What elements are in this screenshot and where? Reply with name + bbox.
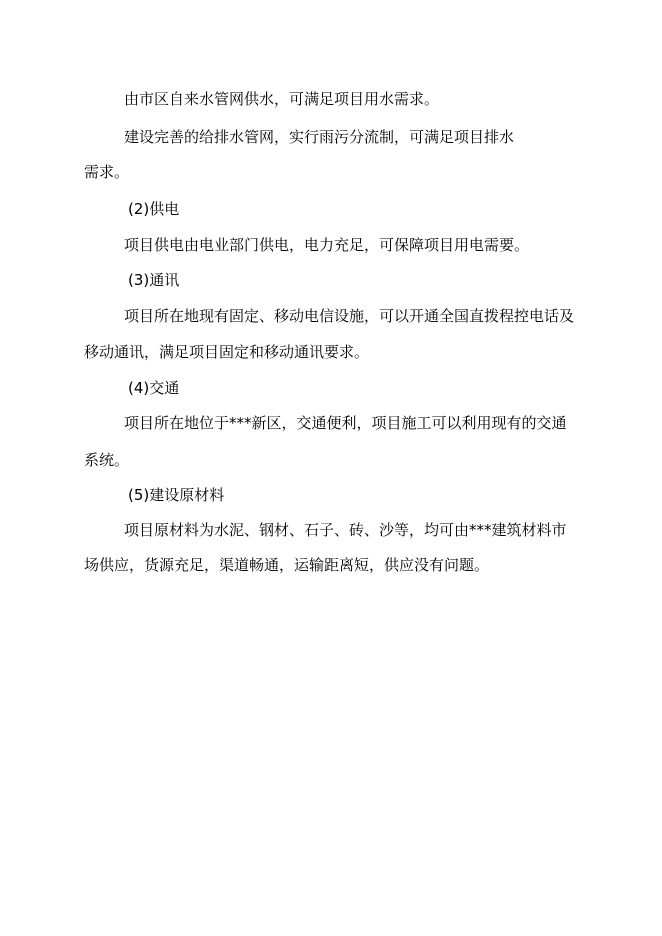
paragraph-transportation-line2: 系统。 [84, 451, 130, 469]
paragraph-water-supply: 由市区自来水管网供水，可满足项目用水需求。 [124, 90, 440, 108]
paragraph-communication-line2: 移动通讯，满足项目固定和移动通讯要求。 [84, 343, 370, 361]
heading-communication: (3)通讯 [128, 271, 180, 289]
paragraph-drainage-line2: 需求。 [84, 163, 130, 181]
heading-power-supply: (2)供电 [128, 200, 180, 218]
heading-transportation: (4)交通 [128, 379, 180, 397]
paragraph-drainage-line1: 建设完善的给排水管网，实行雨污分流制，可满足项目排水 [124, 128, 515, 146]
paragraph-materials-line2: 场供应，货源充足，渠道畅通，运输距离短，供应没有问题。 [84, 556, 490, 574]
paragraph-power-supply: 项目供电由电业部门供电，电力充足，可保障项目用电需要。 [124, 236, 530, 254]
paragraph-communication-line1: 项目所在地现有固定、移动电信设施，可以开通全国直拨程控电话及 [124, 307, 575, 325]
paragraph-transportation-line1: 项目所在地位于***新区，交通便利，项目施工可以利用现有的交通 [124, 414, 567, 432]
heading-building-materials: (5)建设原材料 [128, 486, 225, 504]
paragraph-materials-line1: 项目原材料为水泥、钢材、石子、砖、沙等，均可由***建筑材料市 [124, 521, 567, 539]
